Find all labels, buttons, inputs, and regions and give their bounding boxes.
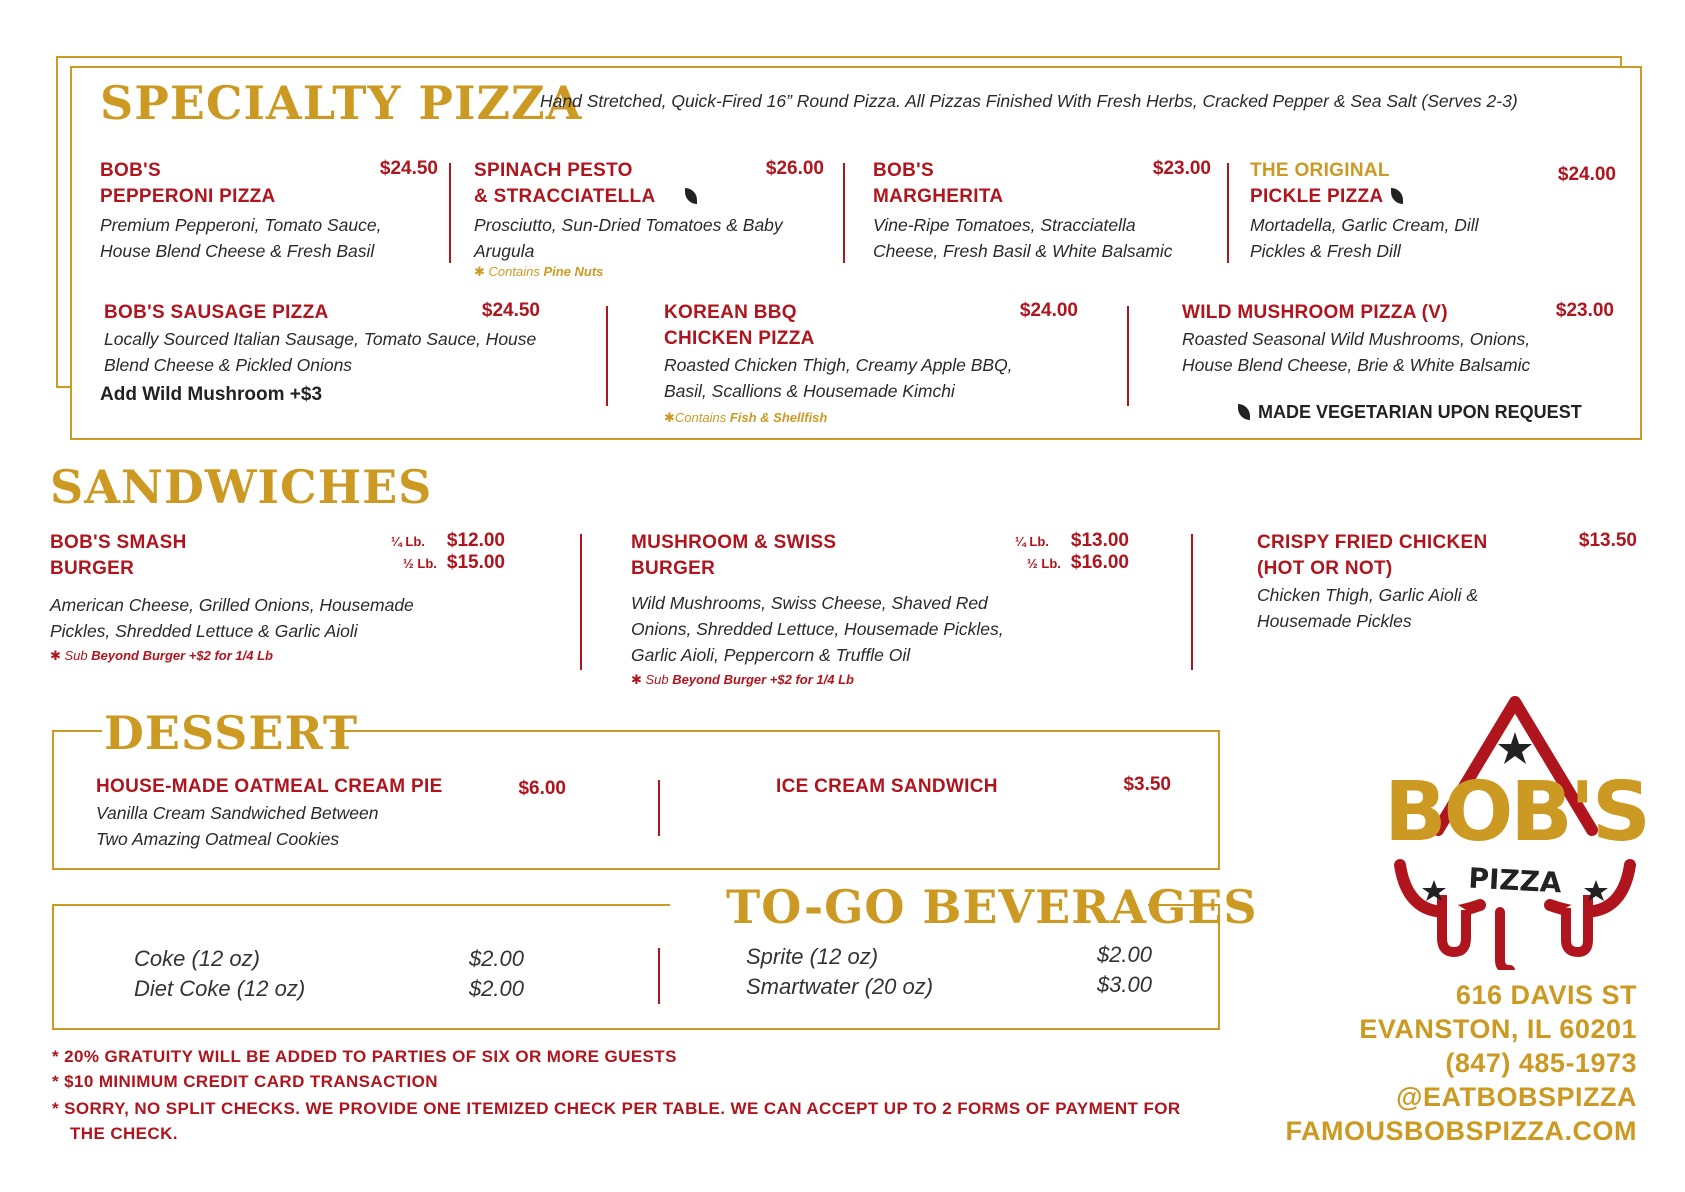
item-price: $3.50: [1123, 774, 1171, 795]
footnote: * SORRY, NO SPLIT CHECKS. WE PROVIDE ONE ITEMIZED CHECK PER TABLE. WE CAN ACCEPT UP TO 2 FORMS OF PAYMENT FOR: [52, 1099, 1181, 1118]
menu-item-ice-cream-sandwich: [776, 774, 1171, 800]
item-name: THE ORIGINAL: [1250, 160, 1390, 181]
size-label: ½ Lb.: [1026, 556, 1061, 571]
beverages-left: [134, 944, 524, 1004]
allergen-note: ✱ Sub Beyond Burger +$2 for 1/4 Lb: [50, 648, 273, 663]
add-on-text: Add Wild Mushroom +$3: [100, 384, 323, 405]
divider: [580, 534, 582, 670]
item-desc: Mortadella, Garlic Cream, Dill: [1250, 215, 1479, 235]
item-desc: Vine-Ripe Tomatoes, Stracciatella: [873, 215, 1136, 235]
logo-text-main: BOB'S: [1384, 765, 1648, 860]
item-desc: Basil, Scallions & Housemade Kimchi: [664, 381, 955, 401]
item-desc: American Cheese, Grilled Onions, Housemade: [50, 595, 414, 615]
beverage-row: Coke (12 oz) $2.00: [134, 946, 524, 971]
item-desc: Roasted Chicken Thigh, Creamy Apple BBQ,: [664, 355, 1013, 375]
brand-logo: [1370, 690, 1660, 970]
item-name: WILD MUSHROOM PIZZA (V): [1182, 302, 1448, 323]
beverage-row: Smartwater (20 oz) $3.00: [746, 972, 1152, 999]
menu-item-pepperoni: [100, 158, 438, 264]
beverage-row: Diet Coke (12 oz) $2.00: [134, 976, 524, 1001]
menu-item-mushroom-swiss: [631, 530, 1129, 688]
menu-item-oatmeal-pie: [96, 774, 566, 852]
item-name: (HOT OR NOT): [1257, 558, 1393, 579]
item-name: CHICKEN PIZZA: [664, 328, 815, 349]
phone-number[interactable]: (847) 485-1973: [1445, 1048, 1637, 1078]
item-desc: Premium Pepperoni, Tomato Sauce,: [100, 215, 382, 235]
footnotes: [52, 1044, 1232, 1146]
item-price: $24.50: [379, 158, 438, 179]
item-name: MUSHROOM & SWISS: [631, 532, 837, 553]
item-price: $6.00: [518, 778, 566, 799]
item-desc: Garlic Aioli, Peppercorn & Truffle Oil: [631, 645, 911, 665]
item-desc: Cheese, Fresh Basil & White Balsamic: [873, 241, 1173, 261]
specialty-subtitle: Hand Stretched, Quick-Fired 16” Round Pizza. All Pizzas Finished With Fresh Herbs, Cracked Pepper & Sea Salt (Serves 2-3): [540, 91, 1518, 111]
item-name: CRISPY FRIED CHICKEN: [1257, 532, 1488, 553]
item-price: $23.00: [1152, 158, 1211, 179]
sandwiches-title: SANDWICHES: [50, 460, 433, 514]
address-line: 616 DAVIS ST: [1455, 980, 1637, 1010]
divider: [449, 163, 451, 263]
item-price: $16.00: [1070, 552, 1129, 573]
menu-item-korean-bbq: [664, 300, 1078, 426]
item-name: & STRACCIATELLA: [474, 186, 656, 207]
size-label: ¼ Lb.: [390, 534, 425, 549]
footnote: * $10 MINIMUM CREDIT CARD TRANSACTION: [52, 1072, 438, 1091]
beverage-row: Sprite (12 oz) $2.00: [746, 942, 1152, 969]
divider: [1227, 163, 1229, 263]
vegetarian-note: MADE VEGETARIAN UPON REQUEST: [1238, 402, 1582, 423]
item-name: BURGER: [50, 558, 135, 579]
website-link[interactable]: FAMOUSBOBSPIZZA.COM: [1285, 1116, 1637, 1146]
footnote: * 20% GRATUITY WILL BE ADDED TO PARTIES OF SIX OR MORE GUESTS: [52, 1047, 677, 1066]
item-desc: House Blend Cheese & Fresh Basil: [100, 241, 375, 261]
item-name: BOB'S SAUSAGE PIZZA: [104, 302, 329, 323]
item-desc: Roasted Seasonal Wild Mushrooms, Onions,: [1182, 329, 1531, 349]
item-name: MARGHERITA: [873, 186, 1004, 207]
item-desc: Blend Cheese & Pickled Onions: [104, 355, 353, 375]
social-handle[interactable]: @EATBOBSPIZZA: [1396, 1082, 1637, 1112]
specialty-title: SPECIALTY PIZZA: [100, 76, 583, 130]
item-desc: Pickles & Fresh Dill: [1250, 241, 1401, 261]
item-desc: Wild Mushrooms, Swiss Cheese, Shaved Red: [631, 593, 988, 613]
item-name: BOB'S: [100, 160, 161, 181]
divider: [843, 163, 845, 263]
item-name: PICKLE PIZZA: [1250, 186, 1384, 207]
item-name: BOB'S: [873, 160, 934, 181]
beverages-frame-top-left: [52, 904, 670, 906]
leaf-icon: [685, 188, 697, 204]
size-label: ¼ Lb.: [1014, 534, 1049, 549]
divider: [658, 948, 660, 1004]
item-price: $24.00: [1557, 164, 1616, 185]
item-desc: Vanilla Cream Sandwiched Between: [96, 803, 379, 823]
item-price: $24.00: [1019, 300, 1078, 321]
item-price: $23.00: [1555, 300, 1614, 321]
logo-text-sub: PIZZA: [1467, 861, 1563, 900]
menu-item-sausage: [100, 300, 540, 406]
menu-item-margherita: [873, 158, 1211, 264]
item-name: KOREAN BBQ: [664, 302, 797, 323]
footnote: THE CHECK.: [70, 1124, 178, 1143]
dessert-frame-top-left: [52, 730, 102, 732]
item-desc: Locally Sourced Italian Sausage, Tomato Sauce, House: [104, 329, 537, 349]
item-desc: Prosciutto, Sun-Dried Tomatoes & Baby: [474, 215, 783, 235]
item-price: $12.00: [446, 530, 505, 551]
leaf-icon: [1238, 404, 1250, 420]
address-line: EVANSTON, IL 60201: [1359, 1014, 1637, 1044]
item-price: $15.00: [446, 552, 505, 573]
item-name: SPINACH PESTO: [474, 160, 633, 181]
beverages-right: [746, 942, 1152, 1002]
allergen-note: ✱ Sub Beyond Burger +$2 for 1/4 Lb: [631, 672, 854, 687]
menu-item-smash-burger: [50, 530, 505, 664]
item-price: $26.00: [765, 158, 824, 179]
item-desc: Chicken Thigh, Garlic Aioli &: [1257, 585, 1479, 605]
divider: [606, 306, 608, 406]
item-name: BURGER: [631, 558, 716, 579]
star-icon: [1498, 732, 1532, 764]
divider: [658, 780, 660, 836]
beverages-title: TO-GO BEVERAGES: [726, 880, 1258, 934]
item-desc: Arugula: [474, 241, 535, 261]
contact-block: [1197, 978, 1637, 1148]
item-name: PEPPERONI PIZZA: [100, 186, 276, 207]
item-desc: House Blend Cheese, Brie & White Balsamic: [1182, 355, 1531, 375]
item-desc: Two Amazing Oatmeal Cookies: [96, 829, 340, 849]
menu-item-wild-mushroom: [1182, 300, 1614, 378]
item-name: BOB'S SMASH: [50, 532, 187, 553]
menu-item-fried-chicken: [1257, 530, 1637, 634]
divider: [1127, 306, 1129, 406]
allergen-note: ✱Contains Fish & Shellfish: [664, 410, 828, 425]
size-label: ½ Lb.: [402, 556, 437, 571]
item-name: HOUSE-MADE OATMEAL CREAM PIE: [96, 776, 443, 797]
menu-item-pickle-pizza: [1250, 158, 1616, 264]
item-desc: Pickles, Shredded Lettuce & Garlic Aioli: [50, 621, 358, 641]
leaf-icon: [1391, 188, 1403, 204]
item-desc: Housemade Pickles: [1257, 611, 1412, 631]
item-price: $13.50: [1578, 530, 1637, 551]
divider: [1191, 534, 1193, 670]
dessert-frame-top-right: [330, 730, 1220, 732]
item-price: $24.50: [481, 300, 540, 321]
allergen-note: ✱ Contains Pine Nuts: [474, 264, 604, 279]
dessert-title: DESSERT: [104, 706, 359, 760]
item-name: ICE CREAM SANDWICH: [776, 776, 998, 797]
item-price: $13.00: [1070, 530, 1129, 551]
item-desc: Onions, Shredded Lettuce, Housemade Pickles,: [631, 619, 1004, 639]
menu-item-spinach-pesto: [474, 158, 824, 280]
